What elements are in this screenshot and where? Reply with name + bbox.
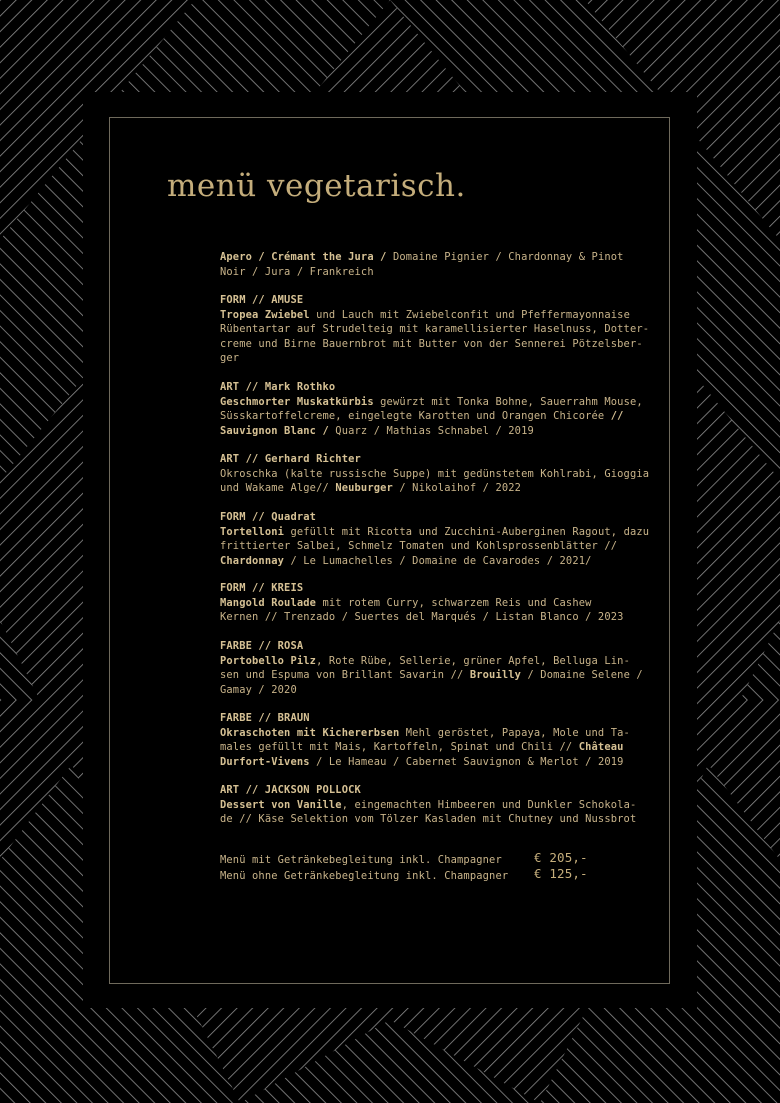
description-text: / Domaine Selene /: [521, 669, 643, 681]
description-text: frittierter Salbei, Schmelz Tomaten und Kohlsprossenblätter //: [220, 540, 618, 552]
course-description-line: [220, 481, 649, 496]
course-description-line: [220, 668, 643, 683]
course-heading: FARBE // ROSA: [220, 640, 304, 652]
course-item: [220, 581, 624, 625]
description-text: Süsskartoffelcreme, eingelegte Karotten und Orangen Chicorée: [220, 410, 611, 422]
course-description-line: [220, 409, 643, 424]
price-label: Menü ohne Getränkebegleitung inkl. Champagner: [220, 870, 509, 882]
description-text: Gamay / 2020: [220, 683, 297, 696]
course-description-line: [220, 596, 624, 611]
course-heading: ART // JACKSON POLLOCK: [220, 784, 361, 796]
apero-item: [220, 250, 624, 279]
course-description-line: [220, 395, 643, 410]
description-text: gewürzt mit Tonka Bohne, Sauerrahm Mouse,: [373, 395, 643, 408]
course-description-line: [220, 351, 649, 366]
highlight-text: Portobello Pilz: [220, 654, 317, 667]
course-item: [220, 380, 643, 438]
course-heading: ART // Gerhard Richter: [220, 453, 361, 465]
description-text: Okroschka (kalte russische Suppe) mit gedünstetem Kohlrabi, Gioggia: [220, 467, 650, 480]
description-text: und Wakame Alge//: [220, 482, 336, 494]
description-text: , eingemachten Himbeeren und Dunkler Schokola-: [341, 798, 637, 811]
description-text: Mehl geröstet, Papaya, Mole und Ta-: [399, 726, 630, 739]
course-description-line: [220, 812, 636, 827]
description-text: mit rotem Curry, schwarzem Reis und Cashew: [316, 596, 592, 609]
course-description-line: [220, 740, 630, 755]
highlight-text: Okraschoten mit Kichererbsen: [220, 726, 400, 739]
apero-text: Domaine Pignier / Chardonnay & Pinot: [386, 251, 624, 263]
course-description-line: [220, 554, 649, 569]
description-text: de // Käse Selektion vom Tölzer Kasladen mit Chutney und Nussbrot: [220, 813, 637, 825]
description-text: Quarz / Mathias Schnabel / 2019: [328, 424, 534, 437]
course-description-line: [220, 322, 649, 337]
description-text: / Le Lumachelles / Domaine de Cavarodes / 2021/: [284, 554, 592, 567]
description-text: sen und Espuma von Brillant Savarin //: [220, 669, 470, 681]
course-heading: FORM // KREIS: [220, 582, 304, 594]
highlight-text: Sauvignon Blanc /: [220, 424, 329, 437]
course-item: [220, 639, 643, 697]
course-description-line: [220, 308, 649, 323]
menu-title: menü vegetarisch.: [167, 168, 466, 204]
course-description-line: [220, 610, 624, 625]
highlight-text: Château: [578, 741, 624, 753]
course-heading: FORM // AMUSE: [220, 294, 304, 306]
description-text: creme und Birne Bauernbrot mit Butter von der Sennerei Pötzelsber-: [220, 337, 643, 350]
highlight-text: Chardonnay: [220, 554, 285, 567]
course-description-line: [220, 726, 630, 741]
highlight-text: Tortelloni: [220, 525, 285, 538]
course-heading: FARBE // BRAUN: [220, 712, 310, 724]
course-description-line: [220, 654, 643, 669]
description-text: Kernen // Trenzado / Suertes del Marqués / Listan Blanco / 2023: [220, 611, 624, 623]
apero-origin: Noir / Jura / Frankreich: [220, 265, 374, 278]
course-description-line: [220, 467, 649, 482]
description-text: / Le Hameau / Cabernet Sauvignon & Merlot / 2019: [309, 755, 624, 768]
course-item: [220, 510, 649, 568]
course-item: [220, 452, 649, 496]
course-item: [220, 783, 636, 827]
highlight-text: Tropea Zwiebel: [220, 308, 310, 321]
highlight-text: Mangold Roulade: [220, 596, 317, 609]
description-text: / Nikolaihof / 2022: [392, 482, 522, 494]
course-description-line: [220, 798, 636, 813]
course-description-line: [220, 683, 643, 698]
course-heading: FORM // Quadrat: [220, 511, 317, 523]
course-item: [220, 711, 630, 769]
description-text: ger: [220, 352, 240, 364]
description-text: Rübentartar auf Strudelteig mit karamellisierter Haselnuss, Dotter-: [220, 323, 650, 335]
price-amount: € 205,-: [534, 850, 588, 865]
highlight-text: Neuburger: [335, 482, 393, 494]
course-description-line: [220, 424, 643, 439]
highlight-text: Brouilly: [469, 669, 522, 681]
course-description-line: [220, 337, 649, 352]
highlight-text: Geschmorter Muskatkürbis: [220, 395, 374, 408]
description-text: und Lauch mit Zwiebelconfit und Pfeffermayonnaise: [309, 308, 630, 321]
course-description-line: [220, 539, 649, 554]
description-text: , Rote Rübe, Sellerie, grüner Apfel, Belluga Lin-: [316, 654, 630, 667]
course-description-line: [220, 755, 630, 770]
course-item: [220, 293, 649, 366]
highlight-text: Durfort-Vivens: [220, 755, 310, 768]
course-heading: ART // Mark Rothko: [220, 381, 336, 393]
description-text: gefüllt mit Ricotta und Zucchini-Auberginen Ragout, dazu: [284, 525, 650, 538]
price-label: Menü mit Getränkebegleitung inkl. Champagner: [220, 854, 502, 866]
course-description-line: [220, 525, 649, 540]
price-amount: € 125,-: [534, 866, 588, 881]
highlight-text: //: [610, 410, 624, 422]
highlight-text: Dessert von Vanille: [220, 798, 342, 811]
apero-bold: Apero / Crémant the Jura /: [220, 251, 387, 263]
description-text: males gefüllt mit Mais, Kartoffeln, Spinat und Chili //: [220, 741, 579, 753]
